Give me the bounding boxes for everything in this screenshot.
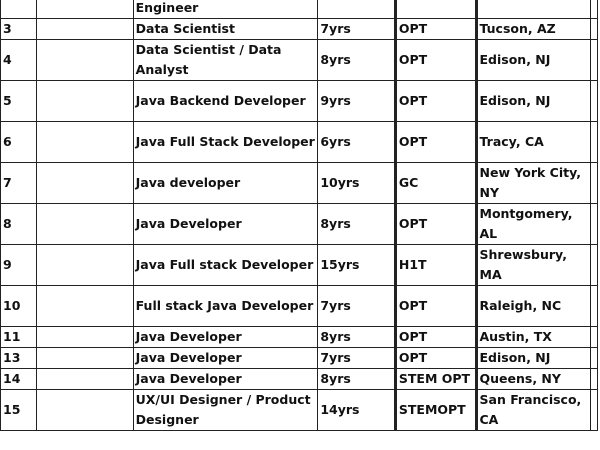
trailing-cell bbox=[590, 285, 598, 326]
job-title-cell: Java Full stack Developer bbox=[133, 244, 318, 285]
experience-cell: 7yrs bbox=[317, 285, 395, 326]
job-title-cell: Java Developer bbox=[133, 326, 318, 347]
job-title-cell: UX/UI Designer / Product Designer bbox=[133, 389, 318, 431]
row-number-cell: 5 bbox=[0, 80, 36, 121]
row-number-cell: 8 bbox=[0, 203, 36, 244]
row-number-cell: 4 bbox=[0, 39, 36, 80]
experience-cell: 10yrs bbox=[317, 162, 395, 203]
location-cell: San Francisco, CA bbox=[476, 389, 590, 431]
trailing-cell bbox=[590, 162, 598, 203]
table-row bbox=[0, 347, 598, 368]
visa-status-cell: OPT bbox=[395, 80, 476, 121]
location-cell: New York City, NY bbox=[476, 162, 590, 203]
experience-cell: 7yrs bbox=[317, 347, 395, 368]
blank-cell bbox=[36, 244, 133, 285]
trailing-cell bbox=[590, 121, 598, 162]
job-title-cell: Java Developer bbox=[133, 203, 318, 244]
experience-cell bbox=[317, 0, 395, 18]
job-title-cell: Engineer bbox=[133, 0, 318, 18]
experience-cell: 6yrs bbox=[317, 121, 395, 162]
blank-cell bbox=[36, 285, 133, 326]
location-cell: Edison, NJ bbox=[476, 347, 590, 368]
table-row bbox=[0, 368, 598, 389]
job-title-cell: Java developer bbox=[133, 162, 318, 203]
row-number-cell: 13 bbox=[0, 347, 36, 368]
blank-cell bbox=[36, 0, 133, 18]
experience-cell: 8yrs bbox=[317, 326, 395, 347]
trailing-cell bbox=[590, 244, 598, 285]
location-cell: Austin, TX bbox=[476, 326, 590, 347]
blank-cell bbox=[36, 368, 133, 389]
visa-status-cell: OPT bbox=[395, 285, 476, 326]
job-title-cell: Java Full Stack Developer bbox=[133, 121, 318, 162]
table-row bbox=[0, 39, 598, 80]
trailing-cell bbox=[590, 39, 598, 80]
table-row bbox=[0, 326, 598, 347]
location-cell: Edison, NJ bbox=[476, 39, 590, 80]
experience-cell: 7yrs bbox=[317, 18, 395, 39]
visa-status-cell: OPT bbox=[395, 203, 476, 244]
table-row bbox=[0, 0, 598, 18]
trailing-cell bbox=[590, 203, 598, 244]
blank-cell bbox=[36, 326, 133, 347]
visa-status-cell: OPT bbox=[395, 18, 476, 39]
location-cell bbox=[476, 0, 590, 18]
location-cell: Shrewsbury, MA bbox=[476, 244, 590, 285]
blank-cell bbox=[36, 39, 133, 80]
blank-cell bbox=[36, 389, 133, 431]
row-number-cell: 15 bbox=[0, 389, 36, 431]
visa-status-cell: STEM OPT bbox=[395, 368, 476, 389]
trailing-cell bbox=[590, 18, 598, 39]
row-number-cell: 9 bbox=[0, 244, 36, 285]
trailing-cell bbox=[590, 80, 598, 121]
row-number-cell: 14 bbox=[0, 368, 36, 389]
table-row bbox=[0, 244, 598, 285]
trailing-cell bbox=[590, 389, 598, 431]
row-number-cell: 7 bbox=[0, 162, 36, 203]
row-number-cell: 6 bbox=[0, 121, 36, 162]
row-number-cell: 10 bbox=[0, 285, 36, 326]
location-cell: Edison, NJ bbox=[476, 80, 590, 121]
table-row bbox=[0, 285, 598, 326]
location-cell: Montgomery, AL bbox=[476, 203, 590, 244]
job-title-cell: Data Scientist bbox=[133, 18, 318, 39]
visa-status-cell bbox=[395, 0, 476, 18]
trailing-cell bbox=[590, 326, 598, 347]
experience-cell: 15yrs bbox=[317, 244, 395, 285]
experience-cell: 8yrs bbox=[317, 368, 395, 389]
table-row bbox=[0, 389, 598, 431]
location-cell: Raleigh, NC bbox=[476, 285, 590, 326]
visa-status-cell: OPT bbox=[395, 121, 476, 162]
blank-cell bbox=[36, 347, 133, 368]
job-title-cell: Full stack Java Developer bbox=[133, 285, 318, 326]
experience-cell: 8yrs bbox=[317, 39, 395, 80]
table-row bbox=[0, 80, 598, 121]
blank-cell bbox=[36, 203, 133, 244]
row-number-cell bbox=[0, 0, 36, 18]
table-row bbox=[0, 18, 598, 39]
experience-cell: 8yrs bbox=[317, 203, 395, 244]
row-number-cell: 3 bbox=[0, 18, 36, 39]
visa-status-cell: H1T bbox=[395, 244, 476, 285]
visa-status-cell: OPT bbox=[395, 326, 476, 347]
blank-cell bbox=[36, 80, 133, 121]
blank-cell bbox=[36, 162, 133, 203]
location-cell: Tracy, CA bbox=[476, 121, 590, 162]
row-number-cell: 11 bbox=[0, 326, 36, 347]
experience-cell: 14yrs bbox=[317, 389, 395, 431]
job-title-cell: Java Developer bbox=[133, 368, 318, 389]
trailing-cell bbox=[590, 347, 598, 368]
trailing-cell bbox=[590, 368, 598, 389]
visa-status-cell: GC bbox=[395, 162, 476, 203]
visa-status-cell: OPT bbox=[395, 39, 476, 80]
location-cell: Queens, NY bbox=[476, 368, 590, 389]
table-row bbox=[0, 121, 598, 162]
visa-status-cell: OPT bbox=[395, 347, 476, 368]
job-title-cell: Java Developer bbox=[133, 347, 318, 368]
location-cell: Tucson, AZ bbox=[476, 18, 590, 39]
blank-cell bbox=[36, 121, 133, 162]
job-title-cell: Data Scientist / Data Analyst bbox=[133, 39, 318, 80]
trailing-cell bbox=[590, 0, 598, 18]
table-row bbox=[0, 203, 598, 244]
job-title-cell: Java Backend Developer bbox=[133, 80, 318, 121]
blank-cell bbox=[36, 18, 133, 39]
table-row bbox=[0, 162, 598, 203]
experience-cell: 9yrs bbox=[317, 80, 395, 121]
visa-status-cell: STEMOPT bbox=[395, 389, 476, 431]
